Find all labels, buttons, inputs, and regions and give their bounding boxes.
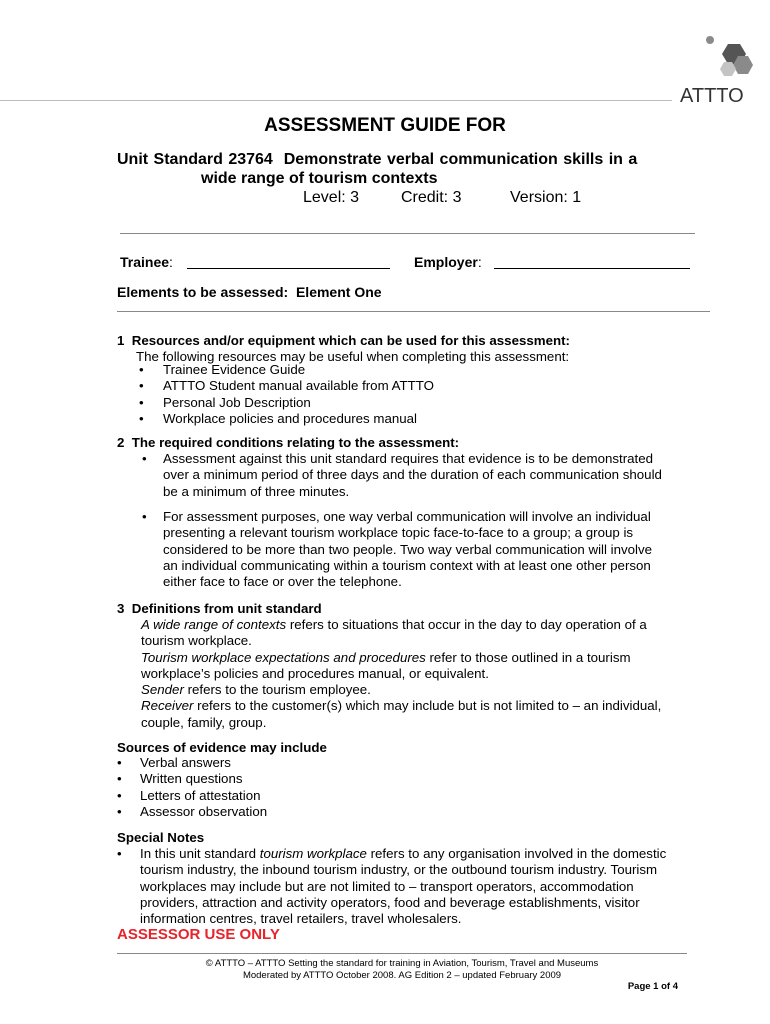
list-item: • Verbal answers — [117, 755, 231, 770]
list-item-text: Letters of attestation — [140, 787, 261, 803]
notes-line: providers, attraction and activity operators, food and beverage establishments, visitor — [140, 894, 640, 910]
notes-line: workplaces may include but are not limited to – transport operators, accommodation — [140, 878, 634, 894]
employer-colon: : — [477, 254, 482, 270]
elements-assessed: Elements to be assessed: Element One — [117, 284, 382, 300]
section1-heading: 1 Resources and/or equipment which can be used for this assessment: — [117, 333, 570, 348]
notes-text: In this unit standard — [140, 846, 260, 861]
section2-bullet2: • — [142, 509, 147, 524]
list-item: • Trainee Evidence Guide — [139, 362, 306, 377]
list-item-text: Workplace policies and procedures manual — [163, 410, 418, 426]
text-line: Assessment against this unit standard requires that evidence is to be demonstrated — [163, 451, 654, 466]
notes-body — [140, 846, 720, 927]
rule-1 — [120, 233, 695, 234]
employer-label: Employer — [414, 254, 478, 270]
list-item: • Workplace policies and procedures manual — [139, 410, 418, 426]
unit-level: Level: 3 — [303, 189, 360, 206]
text-line: presenting a relevant tourism workplace topic face-to-face to a group; a group is — [163, 525, 634, 541]
unit-version: Version: 1 — [510, 189, 582, 206]
definition-text: refer to those outlined in a tourism — [425, 649, 631, 665]
definition-term: Sender — [141, 682, 184, 698]
section1-intro: The following resources may be useful when completing this assessment: — [136, 349, 570, 364]
assessor-use-only: ASSESSOR USE ONLY — [117, 926, 280, 943]
unit-standard-line1: Unit Standard 23764 Demonstrate verbal communication skills in a — [117, 151, 638, 168]
definition-2 — [141, 650, 716, 666]
list-item-text: Trainee Evidence Guide — [163, 362, 306, 377]
list-item-text: Written questions — [140, 771, 243, 787]
list-item: • Assessor observation — [117, 803, 268, 819]
attto-logo-icon — [700, 34, 760, 86]
footer-copyright: © ATTTO – ATTTO Setting the standard for training in Aviation, Tourism, Travel and Museums — [205, 958, 599, 969]
section2-item2 — [163, 509, 723, 590]
notes-line: tourism industry, the inbound tourism industry, or the outbound tourism industry. Tourism — [140, 862, 658, 878]
list-item: • Personal Job Description — [139, 394, 311, 410]
list-item: • ATTTO Student manual available from ATTTO — [139, 378, 434, 394]
employer-field[interactable] — [414, 254, 482, 271]
trainee-label: Trainee — [120, 254, 170, 270]
section2-heading: 2 The required conditions relating to the assessment: — [117, 435, 460, 450]
section2-bullet1: • — [142, 451, 147, 466]
text-line: over a minimum period of three days and the duration of each communication should — [163, 467, 662, 483]
section2-item1 — [163, 451, 723, 500]
definition-text: couple, family, group. — [141, 714, 267, 730]
trainee-colon: : — [169, 254, 173, 270]
header-rule — [0, 100, 672, 101]
footer-rule — [117, 953, 687, 954]
definition-term: Receiver — [141, 698, 194, 714]
notes-term: tourism workplace — [259, 846, 367, 861]
definition-term: Tourism workplace expectations and procedures — [141, 649, 426, 665]
text-line: either face to face or over the telephone. — [163, 574, 402, 590]
list-item-text: Verbal answers — [140, 755, 231, 770]
definition-text: tourism workplace. — [141, 633, 252, 649]
logo-text: ATTTO — [680, 85, 744, 107]
text-line: an individual communicating within a tourism context with at least one other person — [163, 557, 651, 573]
list-item: • Letters of attestation — [117, 787, 261, 803]
trainee-field[interactable] — [120, 254, 173, 271]
text-line: For assessment purposes, one way verbal communication will involve an individual — [163, 509, 651, 524]
employer-blank[interactable] — [494, 268, 690, 269]
notes-line: information centres, travel retailers, travel wholesalers. — [140, 911, 462, 927]
list-item: • Written questions — [117, 771, 243, 787]
unit-credit: Credit: 3 — [401, 189, 462, 206]
list-item-text: Personal Job Description — [163, 394, 311, 410]
notes-text: refers to any organisation involved in the domestic — [366, 846, 667, 861]
trainee-blank[interactable] — [187, 268, 390, 269]
definition-text: refers to the tourism employee. — [183, 682, 371, 698]
section3-heading: 3 Definitions from unit standard — [117, 601, 322, 616]
text-line: considered to be more than two people. Two way verbal communication will involve — [163, 541, 653, 557]
evidence-list — [117, 755, 677, 820]
definition-term: A wide range of contexts — [141, 617, 287, 632]
notes-heading: Special Notes — [117, 830, 205, 845]
section1-list — [139, 362, 699, 427]
page-title: ASSESSMENT GUIDE FOR — [264, 115, 506, 136]
rule-2 — [117, 311, 710, 312]
section3-definitions — [141, 617, 716, 731]
footer-moderated: Moderated by ATTTO October 2008. AG Edition 2 – updated February 2009 — [242, 970, 562, 981]
definition-text: refers to the customer(s) which may include but is not limited to – an individual, — [193, 698, 662, 714]
definition-text: workplace’s policies and procedures manual, or equivalent. — [141, 665, 489, 681]
evidence-heading: Sources of evidence may include — [117, 740, 327, 755]
definition-4 — [141, 698, 716, 714]
definition-3 — [141, 682, 716, 698]
unit-standard-line2: wide range of tourism contexts — [201, 170, 438, 187]
notes-bullet: • — [117, 846, 122, 861]
list-item-text: Assessor observation — [140, 803, 268, 819]
list-item-text: ATTTO Student manual available from ATTTO — [163, 378, 434, 394]
text-line: be a minimum of three minutes. — [163, 483, 350, 499]
definition-text: refers to situations that occur in the day to day operation of a — [286, 617, 647, 632]
page-number: Page 1 of 4 — [627, 981, 678, 992]
definition-1 — [141, 617, 716, 633]
notes-line — [140, 846, 720, 862]
